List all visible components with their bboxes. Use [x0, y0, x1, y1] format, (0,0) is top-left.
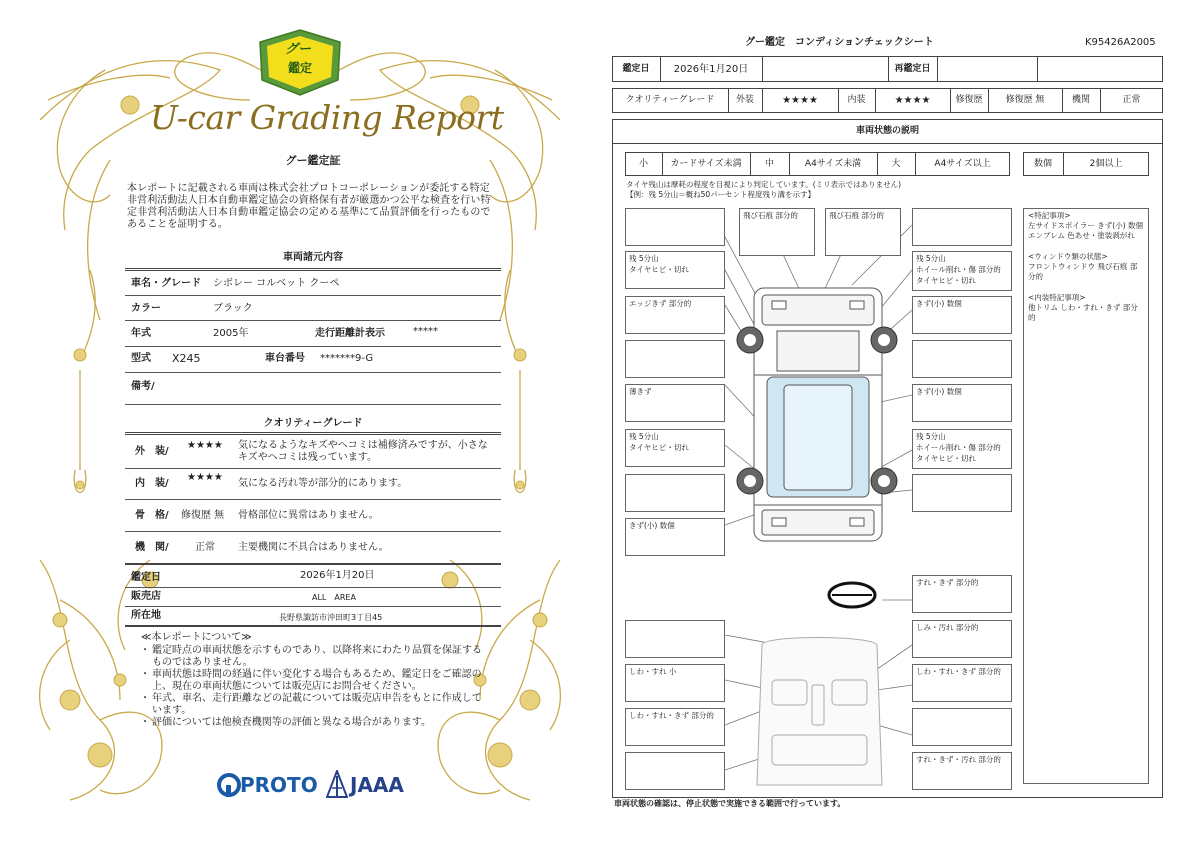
interior-notes-header: <内装特記事項> [1028, 293, 1086, 302]
divider [125, 346, 501, 347]
repair-history-label: 修復歴 [955, 95, 983, 105]
mileage-value: ***** [413, 326, 438, 337]
engine-value: 正常 [195, 542, 215, 553]
damage-box-left-3: エッジきず 部分的 [625, 296, 725, 334]
model-label: 型式 [131, 353, 151, 364]
note-item: ・ 年式、車名、走行距離などの記載については販売店申告をもとに作成しています。 [141, 693, 491, 717]
color-value: ブラック [213, 303, 253, 314]
damage-box-right-3: きず(小) 数個 [912, 296, 1012, 334]
damage-box-left-8: きず(小) 数個 [625, 518, 725, 556]
divider [125, 563, 501, 565]
divider [125, 320, 501, 321]
location-label: 所在地 [131, 610, 161, 621]
divider [125, 295, 501, 296]
condition-title: 車両状態の説明 [855, 126, 919, 136]
exterior-label: 外 装/ [135, 446, 169, 457]
notes-list [141, 645, 491, 729]
dealer-value: ALL AREA [312, 593, 356, 602]
year-label: 年式 [131, 328, 151, 339]
interior-note-item: 他トリム しわ・すれ・きず 部分的 [1028, 303, 1138, 322]
badge-top-text: グー [285, 42, 312, 57]
interior-stars: ★★★★ [894, 95, 931, 106]
location-value: 長野県諏訪市沖田町3丁目45 [279, 613, 383, 622]
exterior-stars: ★★★★ [187, 440, 223, 451]
interior-box-right-1: すれ・きず 部分的 [912, 575, 1012, 613]
proto-logo-text: PROTO [240, 773, 318, 797]
divider [125, 468, 501, 469]
dealer-label: 販売店 [131, 591, 161, 602]
divider [125, 606, 501, 607]
interior-box-right-5: すれ・きず・汚れ 部分的 [912, 752, 1012, 790]
divider [125, 268, 501, 271]
damage-box-top-mid-1: 飛び石痕 部分的 [739, 208, 815, 256]
frame-label: 骨 格/ [135, 510, 169, 521]
special-note-item: エンブレム 色あせ・塗装剥がれ [1028, 231, 1135, 240]
jaaa-logo-icon [326, 770, 348, 798]
year-value: 2005年 [213, 328, 249, 339]
tire-note-1: タイヤ残山は摩耗の程度を目視により判定しています。(ミリ表示ではありません) [626, 180, 902, 189]
interior-box-left-1 [625, 620, 725, 658]
damage-box-right-7 [912, 474, 1012, 512]
size-medium-label: 中 [764, 158, 774, 169]
proto-logo-icon [216, 772, 242, 798]
color-label: カラー [131, 303, 161, 314]
appraisal-date-value: 2026年1月20日 [673, 63, 749, 75]
tire-note-2: 【例：残 5分山＝概ね50パーセント程度残り溝を示す】 [626, 190, 816, 199]
divider [125, 625, 501, 627]
interior-text: 気になる汚れ等が部分的にあります。 [238, 478, 408, 489]
damage-box-front-left [625, 208, 725, 246]
damage-box-left-5: 薄きず [625, 384, 725, 422]
interior-box-right-4 [912, 708, 1012, 746]
note-item: ・ 車両状態は時間の経過に伴い変化する場合もあるため、鑑定日をご確認の上、現在の車両状態については販売店にお問合せください。 [141, 669, 491, 693]
interior-label: 内装 [847, 95, 866, 105]
exterior-text: 気になるようなキズやヘコミは補修済みですが、小さなキズやヘコミは残っています。 [238, 440, 488, 463]
engine-value: 正常 [1122, 95, 1141, 105]
damage-box-left-6: 残 5分山 タイヤヒビ・切れ [625, 429, 725, 467]
size-large-desc: A4サイズ以上 [934, 158, 991, 169]
quality-title: クオリティーグレード [263, 418, 363, 429]
divider [125, 372, 501, 373]
damage-box-right-6: 残 5分山 ホイール削れ・傷 部分的 タイヤヒビ・切れ [912, 429, 1012, 469]
remarks-label: 備考/ [131, 381, 155, 392]
cert-title: グー鑑定証 [285, 154, 341, 167]
interior-label: 内 装/ [135, 478, 169, 489]
special-notes-header: <特記事項> [1028, 211, 1071, 220]
window-notes-header: <ウィンドウ類の状態> [1028, 252, 1108, 261]
engine-label: 機関 [1071, 95, 1090, 105]
size-small-desc: カードサイズ未満 [670, 158, 742, 169]
repair-history-value: 修復歴 無 [1005, 95, 1045, 105]
engine-text: 主要機関に不具合はありません。 [238, 542, 389, 553]
damage-box-left-2: 残 5分山 タイヤヒビ・切れ [625, 251, 725, 289]
car-name-label: 車名・グレード [131, 278, 201, 289]
jaaa-logo-text: JAAA [350, 773, 404, 797]
appraisal-date-label: 鑑定日 [622, 63, 650, 74]
interior-box-right-2: しみ・汚れ 部分的 [912, 620, 1012, 658]
badge-bottom-text: 鑑定 [288, 61, 313, 75]
chassis-value: *******9-G [320, 353, 374, 364]
size-large-label: 大 [891, 158, 901, 169]
special-notes-panel [1023, 208, 1149, 784]
damage-box-left-7 [625, 474, 725, 512]
exterior-stars: ★★★★ [782, 95, 818, 106]
car-name-value: シボレー コルベット クーペ [213, 278, 340, 289]
specs-title: 車両諸元内容 [283, 252, 343, 263]
damage-box-right-5: きず(小) 数個 [912, 384, 1012, 422]
size-medium-desc: A4サイズ未満 [804, 158, 862, 169]
divider [125, 404, 501, 405]
note-item: ・ 鑑定時点の車両状態を示すものであり、以降将来にわたり品質を保証するものではありません。 [141, 645, 491, 669]
divider [125, 432, 501, 435]
divider [125, 531, 501, 532]
damage-box-right-2: 残 5分山 ホイール削れ・傷 部分的 タイヤヒビ・切れ [912, 251, 1012, 291]
count-value: 2個以上 [1089, 158, 1123, 169]
engine-label: 機 関/ [135, 542, 169, 553]
special-note-item: 左サイドスポイラー きず(小) 数個 [1028, 221, 1144, 230]
frame-value: 修復歴 無 [181, 510, 225, 521]
model-value: X245 [172, 352, 201, 365]
appraisal-date-label: 鑑定日 [131, 572, 161, 583]
sheet-code: K95426A2005 [1085, 37, 1156, 48]
divider [125, 499, 501, 500]
cert-text: 本レポートに記載される車両は株式会社プロトコーポレーションが委託する特定非営利活動法人日本自動車鑑定協会の資格保有者が厳選かつ公平な検査を行い特定非営利活動法人日本自動車鑑定協会の定める基準にて品質評価を行ったものであることを証明する。 [127, 183, 491, 230]
frame-text: 骨格部位に異常はありません。 [238, 510, 379, 521]
window-note-item: フロントウィンドウ 飛び石痕 部分的 [1028, 262, 1138, 281]
interior-box-right-3: しわ・すれ・きず 部分的 [912, 664, 1012, 702]
interior-box-left-3: しわ・すれ・きず 部分的 [625, 708, 725, 746]
interior-box-left-4 [625, 752, 725, 790]
chassis-label: 車台番号 [265, 353, 305, 364]
quality-grade-label: クオリティーグレード [625, 95, 715, 105]
sheet-title: グー鑑定 コンディションチェックシート [745, 37, 934, 48]
count-label: 数個 [1033, 158, 1052, 169]
size-small-label: 小 [638, 158, 648, 169]
interior-stars: ★★★★ [187, 472, 223, 483]
notes-title: ≪本レポートについて≫ [141, 632, 252, 643]
footer-note: 車両状態の確認は、停止状態で実施できる範囲で行っています。 [614, 799, 846, 808]
mileage-label: 走行距離計表示 [315, 328, 385, 339]
note-item: ・ 評価については他検査機関等の評価と異なる場合があります。 [141, 717, 491, 729]
damage-box-right-4 [912, 340, 1012, 378]
damage-box-left-4 [625, 340, 725, 378]
appraisal-date-value: 2026年1月20日 [300, 570, 375, 581]
damage-box-front-right [912, 208, 1012, 246]
exterior-label: 外装 [735, 95, 754, 105]
damage-box-top-mid-2: 飛び石痕 部分的 [825, 208, 901, 256]
interior-box-left-2: しわ・すれ 小 [625, 664, 725, 702]
divider [125, 587, 501, 588]
script-title: U-car Grading Report [150, 98, 504, 137]
reappraisal-date-label: 再鑑定日 [894, 63, 931, 74]
